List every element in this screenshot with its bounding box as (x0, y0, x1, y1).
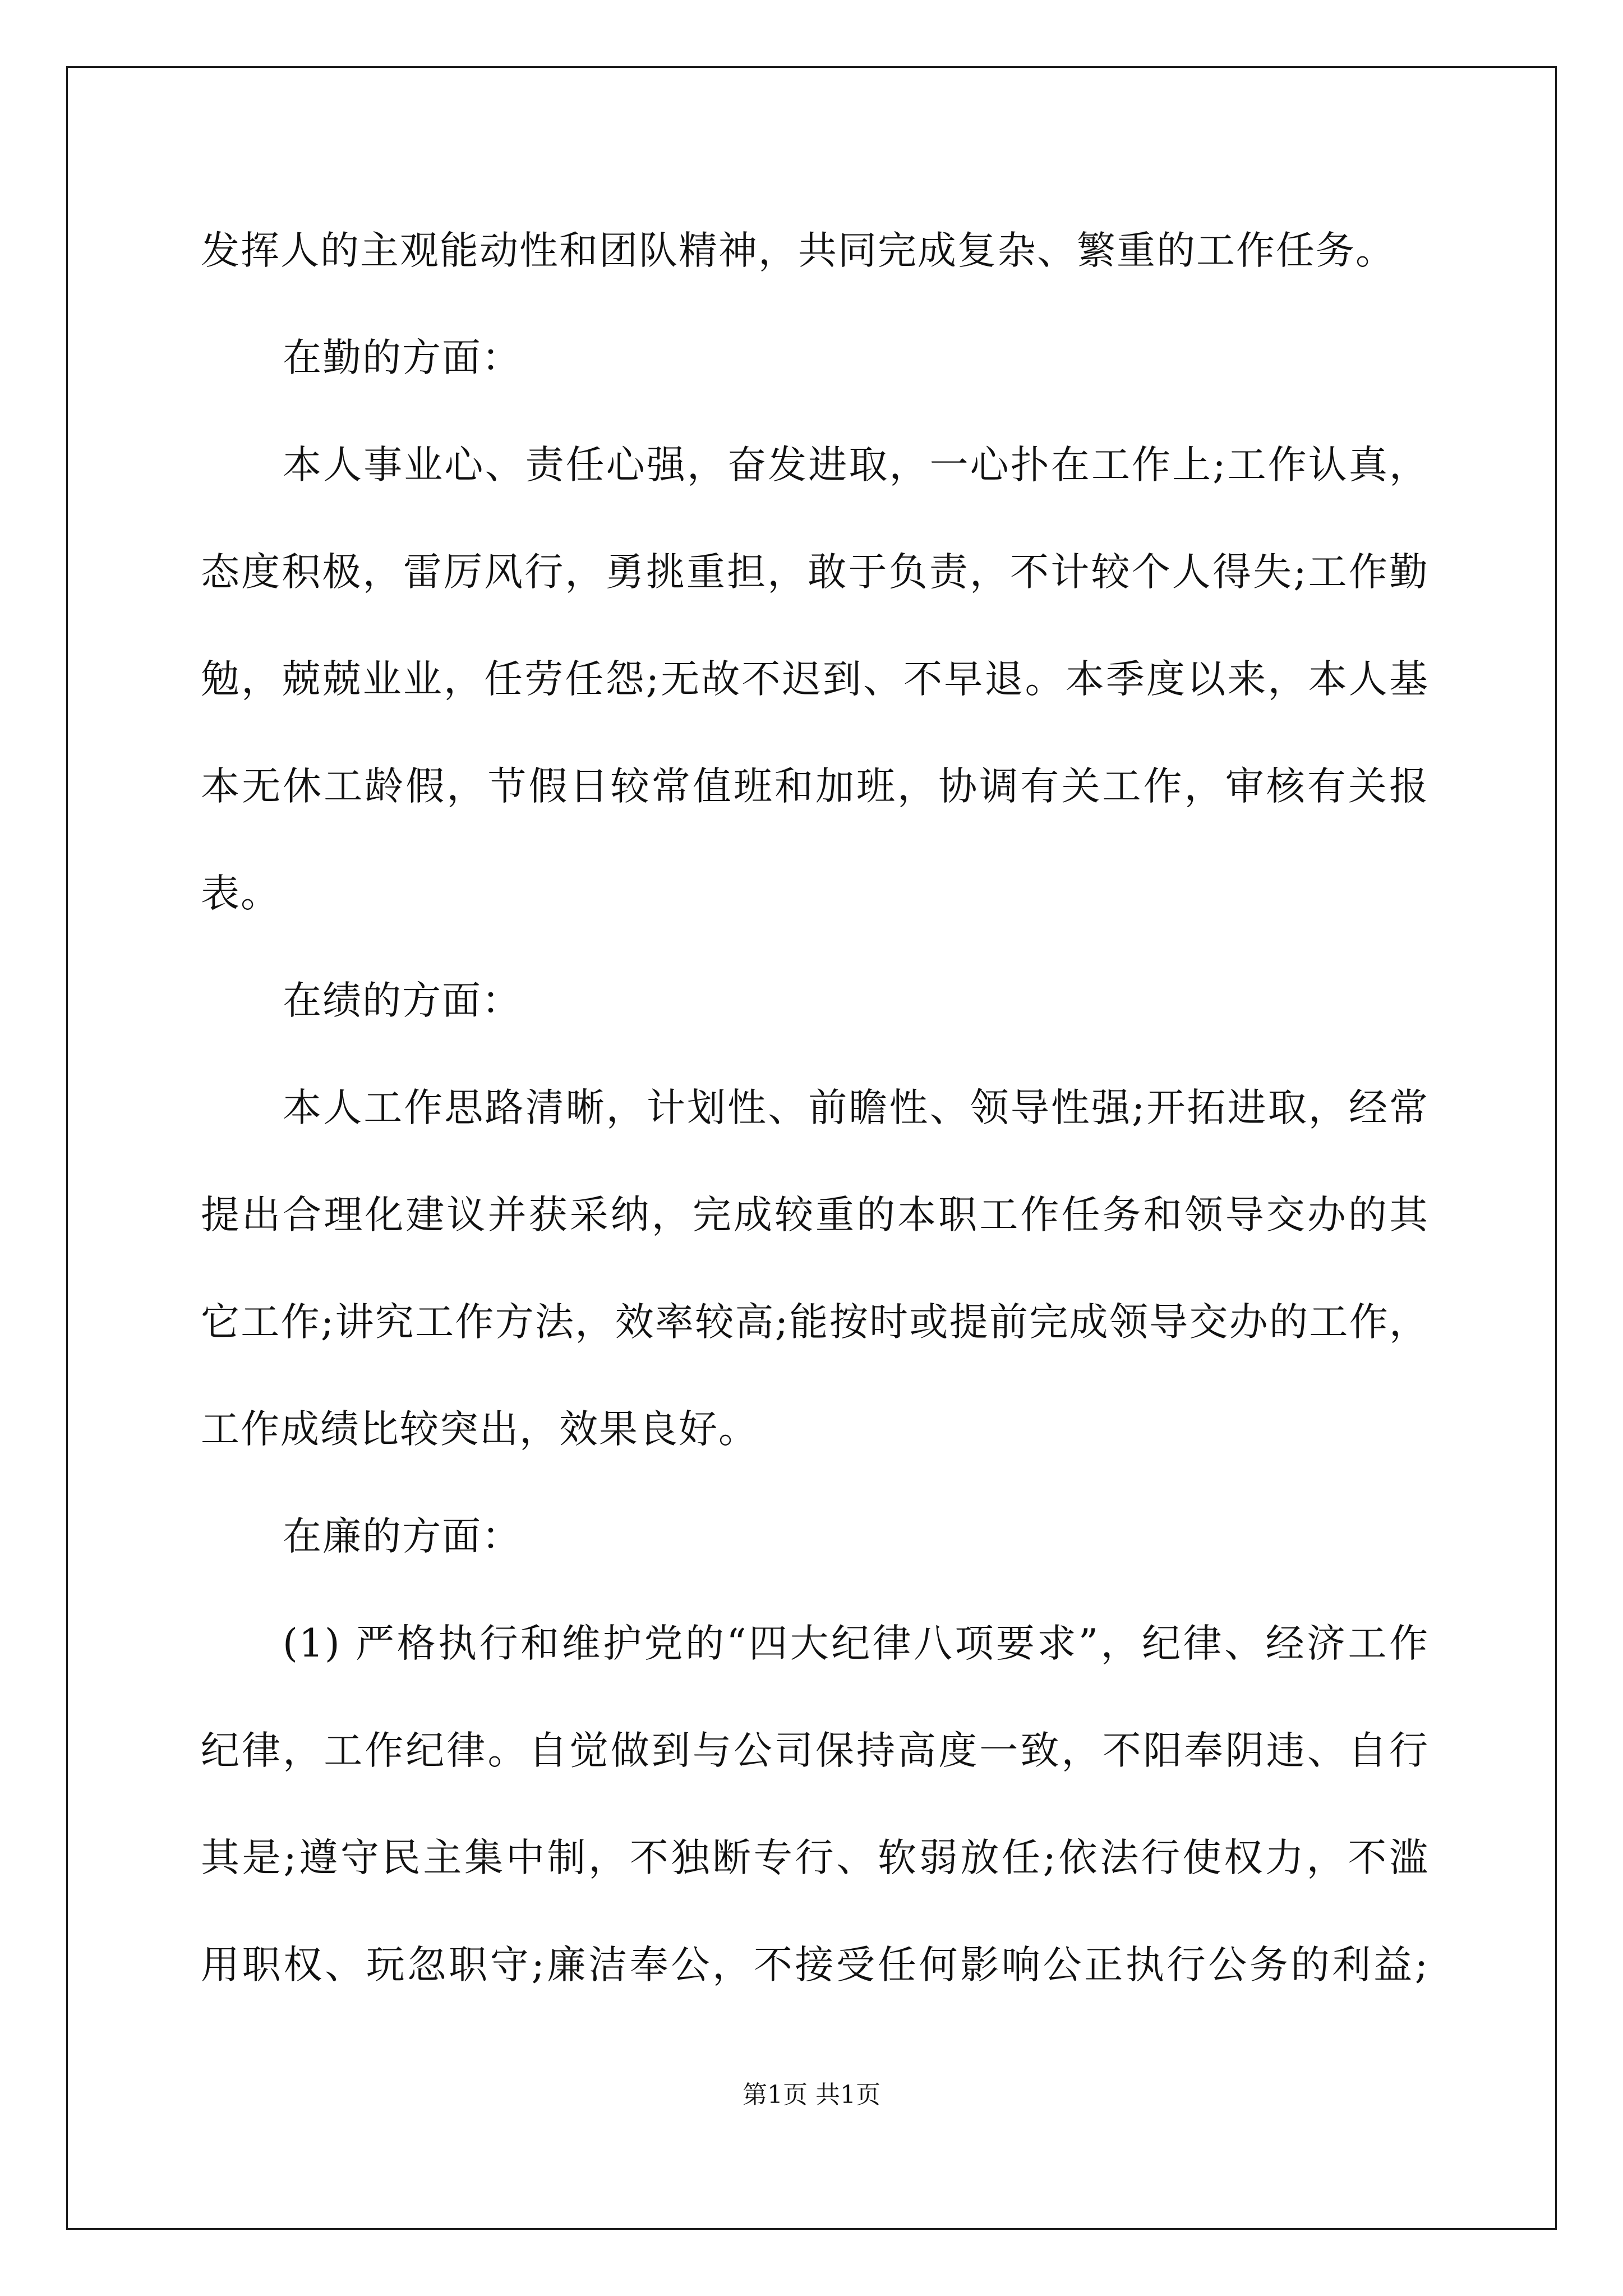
text-line-15: 纪律，工作纪律。自觉做到与公司保持高度一致，不阳奉阴违、自行 (201, 1728, 1429, 1773)
section-heading-integrity: 在廉的方面： (283, 1514, 522, 1559)
text-line-16: 其是;遵守民主集中制，不独断专行、软弱放任;依法行使权力，不滥 (201, 1835, 1429, 1880)
text-line-11: 它工作;讲究工作方法，效率较高;能按时或提前完成领导交办的工作， (201, 1300, 1429, 1345)
text-line-4: 态度积极，雷厉风行，勇挑重担，敢于负责，不计较个人得失;工作勤 (201, 550, 1429, 595)
text-line-5: 勉，兢兢业业，任劳任怨;无故不迟到、不早退。本季度以来，本人基 (201, 657, 1429, 702)
text-line-14: (1) 严格执行和维护党的“四大纪律八项要求”，纪律、经济工作 (283, 1621, 1429, 1666)
text-line-17: 用职权、玩忽职守;廉洁奉公，不接受任何影响公正执行公务的利益; (201, 1943, 1429, 1987)
section-heading-performance: 在绩的方面： (283, 978, 522, 1023)
page-number-footer: 第1页 共1页 (743, 2081, 880, 2109)
text-line-1: 发挥人的主观能动性和团队精神，共同完成复杂、繁重的工作任务。 (201, 228, 1395, 273)
document-body (201, 197, 1429, 2019)
text-line-6: 本无休工龄假，节假日较常值班和加班，协调有关工作，审核有关报 (201, 764, 1429, 809)
text-line-9: 本人工作思路清晰，计划性、前瞻性、领导性强;开拓进取，经常 (283, 1085, 1429, 1130)
text-line-7: 表。 (201, 871, 280, 916)
text-line-12: 工作成绩比较突出，效果良好。 (201, 1407, 758, 1452)
section-heading-diligence: 在勤的方面： (283, 335, 522, 380)
text-line-10: 提出合理化建议并获采纳，完成较重的本职工作任务和领导交办的其 (201, 1193, 1429, 1237)
text-line-3: 本人事业心、责任心强，奋发进取，一心扑在工作上;工作认真， (283, 443, 1429, 487)
